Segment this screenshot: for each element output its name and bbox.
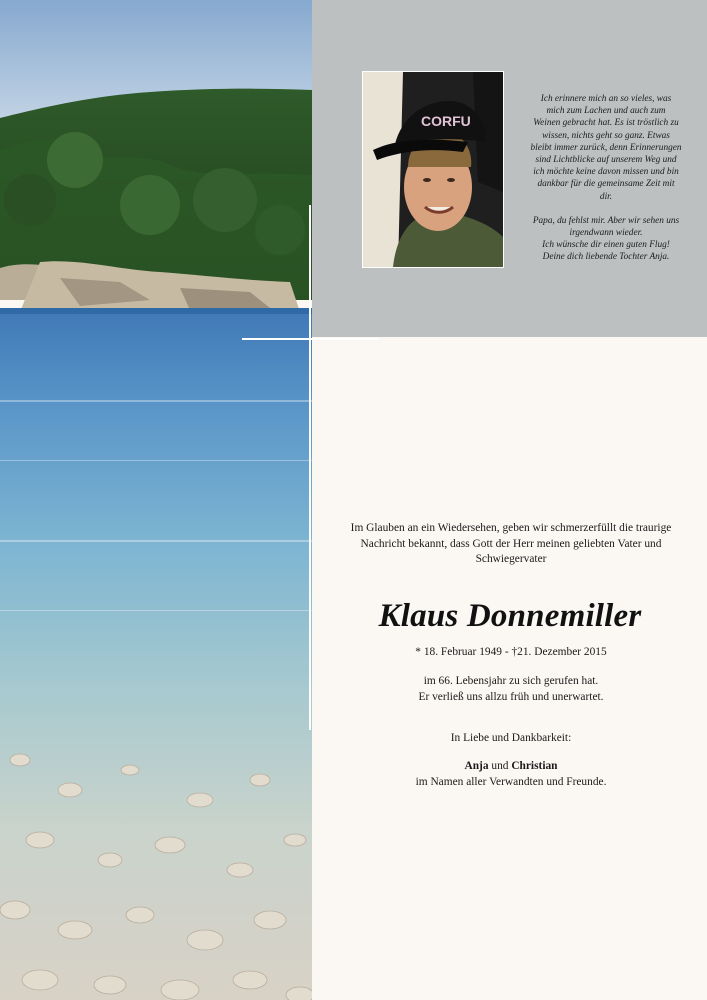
cross-vertical-bar [309, 205, 311, 730]
signer-anja: Anja [464, 760, 489, 772]
poem-line: ich möchte keine davon missen und bin [533, 167, 679, 178]
poem-line: mich zum Lachen und auch zum [546, 106, 666, 117]
poem-line: irgendwann wieder. [569, 228, 643, 239]
sea-landscape-photo [0, 0, 312, 1000]
portrait-photo [362, 71, 504, 268]
cream-text-panel [312, 337, 707, 1000]
poem-line: Ich wünsche dir einen guten Flug! [542, 240, 670, 251]
signer-christian: Christian [511, 760, 558, 772]
age-statement [336, 674, 686, 705]
gratitude-line [336, 731, 686, 747]
deceased-name: Klaus Donnemiller [378, 598, 642, 634]
poem-line: bleibt immer zurück, denn Erinnerungen [530, 142, 682, 153]
announcement-intro [336, 521, 686, 568]
poem-line: Papa, du fehlst mir. Aber wir sehen uns [532, 215, 680, 226]
age-line: Er verließ uns allzu früh und unerwartet. [418, 690, 604, 703]
poem-line: dir. [599, 191, 613, 202]
cap-text: CORFU [421, 113, 471, 129]
thanks-text: In Liebe und Dankbarkeit: [450, 732, 572, 744]
signers-relatives: im Namen aller Verwandten und Freunde. [415, 775, 607, 788]
signers-connector: und [488, 760, 512, 772]
poem-line: Ich erinnere mich an so vieles, was [540, 94, 672, 104]
intro-line: Nachricht bekannt, dass Gott der Herr meinen geliebten Vater und [360, 537, 662, 550]
intro-line: Schwiegervater [475, 553, 547, 565]
intro-line: Im Glauben an ein Wiedersehen, geben wir schmerzerfüllt die traurige [350, 522, 672, 534]
poem-line: dankbar für die gemeinsame Zeit mit [537, 179, 675, 190]
poem-line: Weinen gebracht hat. Es ist tröstlich zu [533, 118, 679, 129]
poem-line: wissen, nichts geht so ganz. Etwas [542, 130, 670, 141]
portrait-image [363, 72, 503, 267]
poem-line: Deine dich liebende Tochter Anja. [542, 252, 670, 263]
memorial-poem [508, 93, 704, 264]
poem-line: sind Lichtblicke auf unserem Weg und [535, 155, 677, 166]
signers-block [336, 759, 686, 790]
sea-landscape-image [0, 0, 312, 1000]
dates-line: * 18. Februar 1949 - †21. Dezember 2015 [415, 646, 607, 658]
life-dates [336, 645, 686, 661]
age-line: im 66. Lebensjahr zu sich gerufen hat. [423, 675, 599, 687]
cross-horizontal-bar [242, 338, 379, 340]
signers-names [336, 759, 686, 775]
